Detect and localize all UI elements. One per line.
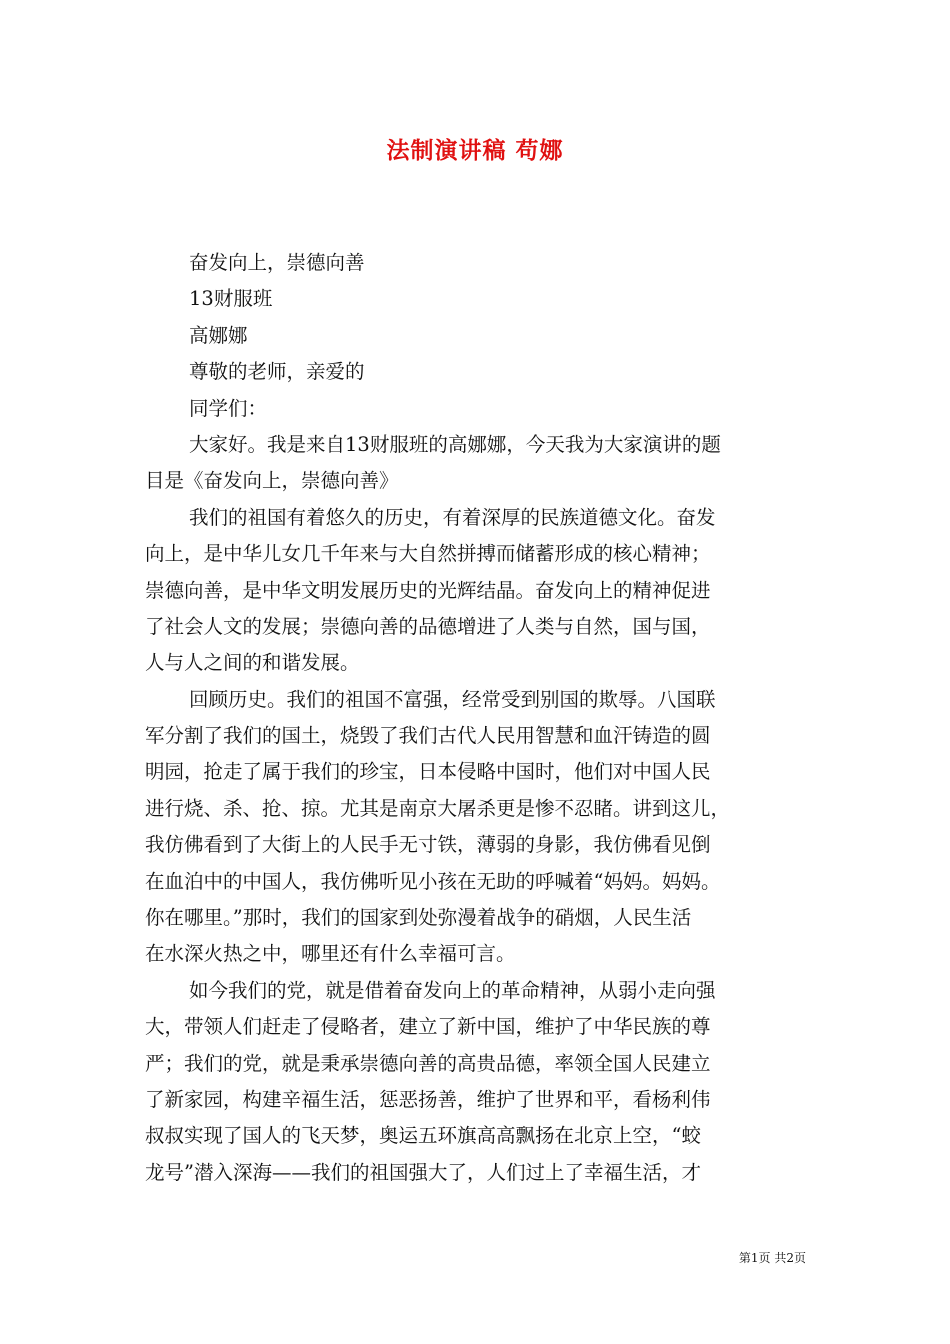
text-line: 进行烧、杀、抢、掠。尤其是南京大屠杀更是惨不忍睹。讲到这儿， [145,796,731,820]
text-line: 同学们： [189,396,268,420]
text-line: 向上，是中华儿女几千年来与大自然拼搏而储蓄形成的核心精神； [145,542,711,566]
text-line: 尊敬的老师，亲爱的 [189,360,365,384]
text-line: 叔叔实现了国人的飞天梦，奥运五环旗高高飘扬在北京上空，“蛟 [145,1124,701,1148]
text-line: 龙号”潜入深海——我们的祖国强大了，人们过上了幸福生活，才 [145,1160,701,1184]
text-line: 如今我们的党，就是借着奋发向上的革命精神，从弱小走向强 [189,978,716,1002]
text-line: 大家好。我是来自13财服班的高娜娜，今天我为大家演讲的题 [189,432,721,456]
text-line: 在血泊中的中国人，我仿佛听见小孩在无助的呼喊着“妈妈。妈妈。 [145,869,721,893]
text-line: 高娜娜 [189,323,248,347]
text-line: 回顾历史。我们的祖国不富强，经常受到别国的欺辱。八国联 [189,687,716,711]
text-line: 了社会人文的发展；崇德向善的品德增进了人类与自然，国与国， [145,614,711,638]
text-line: 严；我们的党，就是秉承崇德向善的高贵品德，率领全国人民建立 [145,1051,711,1075]
text-line: 军分割了我们的国土，烧毁了我们古代人民用智慧和血汗铸造的圆 [145,724,711,748]
text-line: 人与人之间的和谐发展。 [145,651,360,675]
text-line: 你在哪里。”那时，我们的国家到处弥漫着战争的硝烟，人民生活 [145,906,692,930]
text-line: 奋发向上，崇德向善 [189,251,365,274]
text-line: 我们的祖国有着悠久的历史，有着深厚的民族道德文化。奋发 [189,505,716,529]
document-body [145,245,808,1191]
text-line: 目是《奋发向上，崇德向善》 [145,469,399,493]
document-title: 法制演讲稿 苟娜 [386,138,564,164]
text-line: 明园，抢走了属于我们的珍宝，日本侵略中国时，他们对中国人民 [145,760,711,784]
text-line: 在水深火热之中，哪里还有什么幸福可言。 [145,942,516,966]
page-number: 第1页 共2页 [738,1251,806,1265]
text-line: 我仿佛看到了大街上的人民手无寸铁，薄弱的身影，我仿佛看见倒 [145,833,711,857]
text-line: 崇德向善，是中华文明发展历史的光辉结晶。奋发向上的精神促进 [145,578,711,602]
text-line: 了新家园，构建辛福生活，惩恶扬善，维护了世界和平，看杨利伟 [145,1087,711,1111]
text-line: 13财服班 [189,287,273,311]
text-line: 大，带领人们赶走了侵略者，建立了新中国，维护了中华民族的尊 [145,1015,711,1039]
